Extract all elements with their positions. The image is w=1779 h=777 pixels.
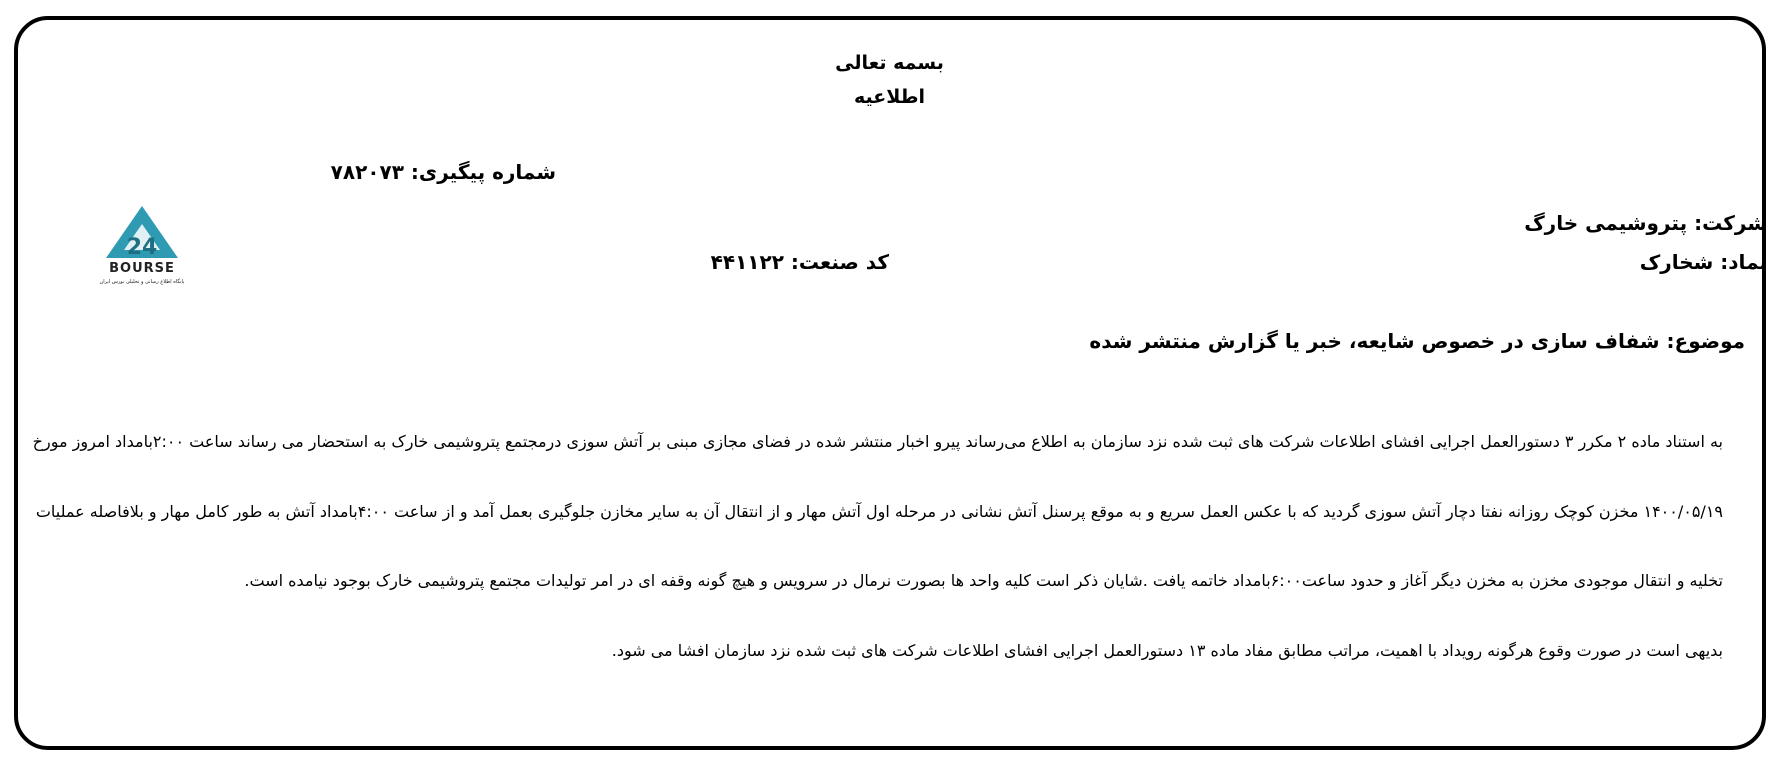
logo-number: 24: [126, 235, 158, 260]
subject-line: [1089, 329, 1745, 353]
body-paragraph-line: به استناد ماده ۲ مکرر ۳ دستورالعمل اجرایی افشای اطلاعات شرکت های ثبت شده نزد سازمان به اطلاع می‌رساند پیرو اخبار منتشر شده در فضای مجازی مبنی بر آتش سوزی درمجتمع پتروشیمی خارک به استحضار می رساند ساعت ۲:۰۰بامداد امروز مورخ: [32, 432, 1723, 451]
bismillah-heading: بسمه تعالی: [835, 52, 944, 74]
company-label: شرکت:: [1694, 211, 1767, 235]
tracking-number-value: ۷۸۲۰۷۳: [330, 160, 404, 184]
body-paragraph-line: تخلیه و انتقال موجودی مخزن به مخزن دیگر آغاز و حدود ساعت۶:۰۰بامداد خاتمه یافت .شایان ذکر است کلیه واحد ها بصورت نرمال در سرویس و هیچ گونه وقفه ای در امر تولیدات مجتمع پتروشیمی خارک بوجود نیامده است.: [244, 571, 1723, 590]
ticker-symbol: [1640, 250, 1767, 274]
industry-code-label: کد صنعت:: [790, 250, 889, 274]
announcement-title: اطلاعیه: [853, 86, 926, 108]
tracking-number-label: شماره پیگیری:: [410, 160, 556, 184]
announcement-frame: [14, 16, 1766, 750]
logo-wordmark: BOURSE: [109, 261, 175, 276]
subject-value: شفاف سازی در خصوص شایعه، خبر یا گزارش منتشر شده: [1089, 329, 1660, 353]
industry-code-value: ۴۴۱۱۲۲: [710, 250, 784, 274]
industry-code: [711, 250, 889, 274]
subject-label: موضوع:: [1666, 329, 1745, 353]
company-name: [1524, 211, 1767, 235]
body-paragraph-line: ۱۴۰۰/۰۵/۱۹ مخزن کوچک روزانه نفتا دچار آتش سوزی گردید که با عکس العمل سریع و به موقع پرسنل آتش نشانی در مرحله اول آتش مهار و از انتقال آن به سایر مخازن جلوگیری بعمل آمد و از ساعت ۴:۰۰بامداد آتش به طور کامل مهار و بلافاصله عملیات: [35, 502, 1723, 521]
company-value: پتروشیمی خارگ: [1524, 211, 1688, 235]
logo-tagline: پایگاه اطلاع رسانی و تحلیلی بورس ایران: [99, 279, 185, 285]
bourse-logo: [94, 196, 190, 286]
tracking-number: [331, 160, 556, 184]
symbol-label: نماد:: [1720, 250, 1767, 274]
symbol-value: شخارک: [1639, 250, 1714, 274]
body-paragraph-line: بدیهی است در صورت وقوع هرگونه رویداد با اهمیت، مراتب مطابق مفاد ماده ۱۳ دستورالعمل اجرایی افشای اطلاعات شرکت های ثبت شده نزد سازمان افشا می شود.: [611, 641, 1723, 660]
